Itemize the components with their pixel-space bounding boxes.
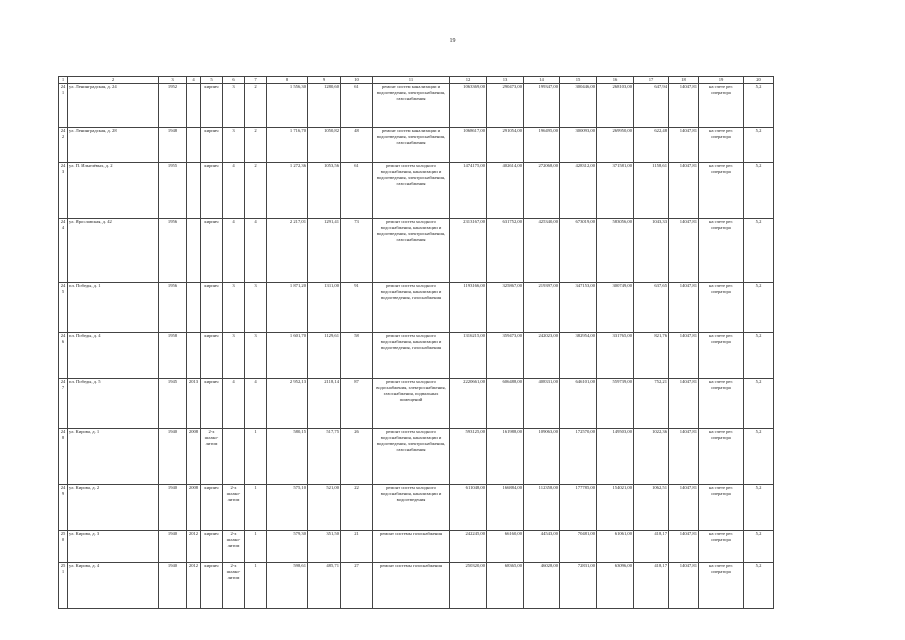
cell-cost-2: 402614,00 [487, 163, 524, 219]
cell-cost-total: 1474175,00 [450, 163, 487, 219]
cell-walls: кирпич [201, 563, 223, 609]
cell-cost-2: 166884,00 [487, 485, 524, 531]
cell-works: ремонт систем холодного водоснабжения, канализации и водоотведения [373, 485, 450, 531]
cell-area-total: 1 716,70 [267, 128, 308, 163]
table-row [59, 283, 774, 333]
cell-unit-cost: 1022,36 [634, 429, 669, 485]
cell-cost-5: 371581,00 [597, 163, 634, 219]
column-number-col-12: 12 [450, 77, 487, 84]
cell-cost-4: 72831,00 [560, 563, 597, 609]
table-row [59, 531, 774, 563]
cell-address: ул. Кирова, д. 2 [68, 485, 159, 531]
cell-num: 243 [59, 163, 68, 219]
cell-plan: 5,2 [744, 485, 774, 531]
cell-works: ремонт систем холодного водоснабжения, канализации и водоотведения, электроснабжения, газоснабжения [373, 219, 450, 283]
cell-year-built: 1948 [159, 128, 187, 163]
table-row [59, 485, 774, 531]
cell-fund-source: на счете рег. оператора [699, 531, 744, 563]
cell-year-built: 1952 [159, 84, 187, 128]
cell-fund-source: на счете рег. оператора [699, 379, 744, 429]
cell-cost-total: 242245,00 [450, 531, 487, 563]
cell-year-reconstr [187, 128, 201, 163]
cell-cost-5: 331765,00 [597, 333, 634, 379]
cell-cost-3: 46028,00 [524, 563, 560, 609]
cell-area-total: 575,10 [267, 485, 308, 531]
cell-cost-4: 70481,00 [560, 531, 597, 563]
cell-area-total: 1 556,30 [267, 84, 308, 128]
column-number-col-20: 20 [744, 77, 774, 84]
cell-cost-total: 1316215,00 [450, 333, 487, 379]
cell-residents: 61 [341, 84, 373, 128]
cell-limit-cost: 14047,81 [669, 84, 699, 128]
column-number-col-19: 19 [699, 77, 744, 84]
cell-area-living: 351,50 [308, 531, 341, 563]
cell-area-total: 1 601,70 [267, 333, 308, 379]
cell-area-living: 1129,61 [308, 333, 341, 379]
cell-year-reconstr [187, 283, 201, 333]
cell-works: ремонт системы газоснабжения [373, 563, 450, 609]
cell-limit-cost: 14047,81 [669, 219, 699, 283]
cell-works: ремонт систем холодного водоснабжения, канализации и водоотведения, газоснабжения [373, 283, 450, 333]
cell-plan: 5,2 [744, 84, 774, 128]
cell-year-reconstr [187, 163, 201, 219]
cell-cost-3: 196495,00 [524, 128, 560, 163]
cell-cost-5: 149503,00 [597, 429, 634, 485]
table-row [59, 379, 774, 429]
column-number-col-13: 13 [487, 77, 524, 84]
cell-cost-2: 68365,00 [487, 563, 524, 609]
cell-address: ул. Ленинградская, д. 28 [68, 128, 159, 163]
cell-works: ремонт систем холодного водоснабжения, канализации и водоотведения, газоснабжения [373, 333, 450, 379]
cell-plan: 5,2 [744, 128, 774, 163]
cell-num: 244 [59, 219, 68, 283]
cell-cost-total: 1068617,00 [450, 128, 487, 163]
cell-limit-cost: 14047,81 [669, 128, 699, 163]
cell-entrances: 2 [245, 84, 267, 128]
cell-unit-cost: 622,48 [634, 128, 669, 163]
cell-limit-cost: 14047,81 [669, 333, 699, 379]
table-row [59, 333, 774, 379]
cell-area-total: 2 217,01 [267, 219, 308, 283]
cell-cost-4: 673019,00 [560, 219, 597, 283]
cell-cost-4: 428312,00 [560, 163, 597, 219]
cell-entrances: 2 [245, 163, 267, 219]
cell-fund-source: на счете рег. оператора [699, 429, 744, 485]
cell-floors: 2-х шлако-литом [223, 485, 245, 531]
cell-plan: 5,2 [744, 379, 774, 429]
cell-cost-4: 382954,00 [560, 333, 597, 379]
cell-cost-2: 161988,00 [487, 429, 524, 485]
cell-address: ул. Ленинградская, д. 24 [68, 84, 159, 128]
cell-num: 249 [59, 485, 68, 531]
cell-num: 245 [59, 283, 68, 333]
table-row [59, 563, 774, 609]
cell-year-built: 1940 [159, 563, 187, 609]
cell-fund-source: на счете рег. оператора [699, 219, 744, 283]
cell-limit-cost: 14047,81 [669, 531, 699, 563]
cell-cost-3: 199347,00 [524, 84, 560, 128]
cell-area-living: 1053,56 [308, 163, 341, 219]
column-number-col-10: 10 [341, 77, 373, 84]
column-number-col-6: 6 [223, 77, 245, 84]
cell-year-reconstr [187, 219, 201, 283]
cell-area-living: 2118,14 [308, 379, 341, 429]
cell-num: 251 [59, 563, 68, 609]
cell-residents: 87 [341, 379, 373, 429]
cell-cost-4: 347153,00 [560, 283, 597, 333]
cell-unit-cost: 418,17 [634, 531, 669, 563]
cell-works: ремонт систем канализации и водоотведения, электроснабжения, газоснабжения [373, 84, 450, 128]
cell-area-total: 1 871,20 [267, 283, 308, 333]
cell-area-total: 580,15 [267, 429, 308, 485]
cell-floors: 3 [223, 84, 245, 128]
column-number-col-8: 8 [267, 77, 308, 84]
cell-entrances: 1 [245, 531, 267, 563]
cell-residents: 22 [341, 485, 373, 531]
cell-walls: кирпич [201, 219, 223, 283]
cell-cost-3: 425340,00 [524, 219, 560, 283]
column-number-col-9: 9 [308, 77, 341, 84]
table-row [59, 429, 774, 485]
cell-plan: 5,2 [744, 563, 774, 609]
cell-plan: 5,2 [744, 429, 774, 485]
column-number-col-14: 14 [524, 77, 560, 84]
cell-entrances: 2 [245, 128, 267, 163]
cell-cost-total: 1063369,00 [450, 84, 487, 128]
cell-area-total: 2 952,13 [267, 379, 308, 429]
cell-num: 248 [59, 429, 68, 485]
cell-cost-2: 290473,00 [487, 84, 524, 128]
cell-entrances: 1 [245, 429, 267, 485]
column-number-col-4: 4 [187, 77, 201, 84]
cell-area-total: 598,61 [267, 563, 308, 609]
cell-cost-5: 583056,00 [597, 219, 634, 283]
cell-fund-source: на счете рег. оператора [699, 84, 744, 128]
cell-unit-cost: 418,17 [634, 563, 669, 609]
cell-residents: 26 [341, 429, 373, 485]
cell-address: ул. Кирова, д. 1 [68, 429, 159, 485]
cell-cost-2: 606488,00 [487, 379, 524, 429]
cell-cost-5: 61061,00 [597, 531, 634, 563]
cell-cost-total: 593125,00 [450, 429, 487, 485]
column-number-col-5: 5 [201, 77, 223, 84]
cell-plan: 5,2 [744, 219, 774, 283]
cell-floors: 2-х шлако-литом [223, 563, 245, 609]
column-number-col-11: 11 [373, 77, 450, 84]
cell-fund-source: на счете рег. оператора [699, 485, 744, 531]
cell-cost-5: 559739,00 [597, 379, 634, 429]
column-number-col-15: 15 [560, 77, 597, 84]
cell-cost-5: 300749,00 [597, 283, 634, 333]
cell-year-reconstr: 2008 [187, 485, 201, 531]
cell-num: 242 [59, 128, 68, 163]
cell-plan: 5,2 [744, 333, 774, 379]
cell-fund-source: на счете рег. оператора [699, 128, 744, 163]
cell-cost-5: 63096,00 [597, 563, 634, 609]
cell-works: ремонт систем холодного водоснабжения, канализации и водоотведения, электроснабжения, газоснабжения [373, 429, 450, 485]
cell-limit-cost: 14047,81 [669, 163, 699, 219]
cell-walls: кирпич [201, 163, 223, 219]
cell-residents: 73 [341, 219, 373, 283]
cell-address: пл. Победы, д. 4 [68, 333, 159, 379]
page-number: 19 [449, 38, 456, 44]
cell-address: ул. П. Ильичёвых, д. 2 [68, 163, 159, 219]
cell-cost-total: 1193166,00 [450, 283, 487, 333]
cell-address: ул. Ярославская, д. 42 [68, 219, 159, 283]
cell-cost-2: 291054,00 [487, 128, 524, 163]
cell-unit-cost: 637,65 [634, 283, 669, 333]
column-number-col-17: 17 [634, 77, 669, 84]
cell-cost-4: 300093,00 [560, 128, 597, 163]
cell-address: пл. Победы, д. 1 [68, 283, 159, 333]
cell-year-reconstr: 2013 [187, 379, 201, 429]
cell-year-built: 1940 [159, 485, 187, 531]
cell-cost-3: 272068,00 [524, 163, 560, 219]
cell-residents: 48 [341, 128, 373, 163]
cell-cost-3: 219397,00 [524, 283, 560, 333]
cell-entrances: 4 [245, 219, 267, 283]
cell-address: пл. Победы, д. 5 [68, 379, 159, 429]
cell-works: ремонт системы газоснабжения [373, 531, 450, 563]
cell-limit-cost: 14047,81 [669, 429, 699, 485]
table-row [59, 163, 774, 219]
cell-limit-cost: 14047,81 [669, 563, 699, 609]
cell-walls: кирпич [201, 283, 223, 333]
capital-repair-register-table [58, 76, 774, 609]
cell-cost-total: 2313167,00 [450, 219, 487, 283]
cell-walls: кирпич [201, 84, 223, 128]
cell-area-total: 579,30 [267, 531, 308, 563]
cell-entrances: 3 [245, 283, 267, 333]
cell-fund-source: на счете рег. оператора [699, 563, 744, 609]
column-number-col-16: 16 [597, 77, 634, 84]
column-number-col-1: 1 [59, 77, 68, 84]
cell-plan: 5,2 [744, 163, 774, 219]
cell-cost-2: 325867,00 [487, 283, 524, 333]
cell-year-built: 1956 [159, 283, 187, 333]
cell-fund-source: на счете рег. оператора [699, 283, 744, 333]
cell-residents: 58 [341, 333, 373, 379]
cell-cost-3: 44543,00 [524, 531, 560, 563]
cell-unit-cost: 1043,33 [634, 219, 669, 283]
cell-cost-2: 631752,00 [487, 219, 524, 283]
cell-residents: 21 [341, 531, 373, 563]
column-number-col-7: 7 [245, 77, 267, 84]
cell-residents: 91 [341, 283, 373, 333]
cell-walls: кирпич [201, 333, 223, 379]
table-row [59, 219, 774, 283]
cell-unit-cost: 1158,61 [634, 163, 669, 219]
column-number-col-18: 18 [669, 77, 699, 84]
column-number-row [59, 77, 774, 84]
cell-year-built: 1940 [159, 531, 187, 563]
cell-walls: 2-х шлако-литом [201, 429, 223, 485]
cell-cost-2: 359473,00 [487, 333, 524, 379]
cell-floors: 2-х шлако-литом [223, 531, 245, 563]
cell-plan: 5,2 [744, 531, 774, 563]
cell-cost-5: 268103,00 [597, 84, 634, 128]
cell-limit-cost: 14047,81 [669, 485, 699, 531]
cell-limit-cost: 14047,81 [669, 379, 699, 429]
cell-address: ул. Кирова, д. 3 [68, 531, 159, 563]
table-row [59, 128, 774, 163]
cell-cost-5: 269950,00 [597, 128, 634, 163]
cell-cost-total: 611048,00 [450, 485, 487, 531]
cell-floors: 3 [223, 283, 245, 333]
cell-cost-3: 408331,00 [524, 379, 560, 429]
cell-unit-cost: 821,76 [634, 333, 669, 379]
cell-cost-4: 172570,00 [560, 429, 597, 485]
cell-fund-source: на счете рег. оператора [699, 333, 744, 379]
cell-num: 246 [59, 333, 68, 379]
cell-year-reconstr: 2012 [187, 531, 201, 563]
cell-year-reconstr: 2012 [187, 563, 201, 609]
cell-num: 241 [59, 84, 68, 128]
cell-works: ремонт систем холодного водоснабжения, электроснабжения, газоснабжения, подвальных помещений [373, 379, 450, 429]
cell-cost-3: 112358,00 [524, 485, 560, 531]
cell-residents: 27 [341, 563, 373, 609]
cell-floors: 4 [223, 163, 245, 219]
cell-area-living: 1291,41 [308, 219, 341, 283]
cell-year-built: 1940 [159, 429, 187, 485]
cell-works: ремонт систем канализации и водоотведения, электроснабжения, газоснабжения [373, 128, 450, 163]
cell-cost-4: 300446,00 [560, 84, 597, 128]
cell-plan: 5,2 [744, 283, 774, 333]
cell-unit-cost: 647,94 [634, 84, 669, 128]
cell-area-living: 517,75 [308, 429, 341, 485]
cell-cost-5: 154021,00 [597, 485, 634, 531]
cell-cost-4: 177785,00 [560, 485, 597, 531]
cell-year-built: 1958 [159, 333, 187, 379]
cell-floors: 4 [223, 219, 245, 283]
cell-cost-4: 646101,00 [560, 379, 597, 429]
cell-limit-cost: 14047,81 [669, 283, 699, 333]
cell-area-living: 1280,60 [308, 84, 341, 128]
cell-entrances: 1 [245, 485, 267, 531]
cell-area-living: 1311,00 [308, 283, 341, 333]
cell-cost-3: 242023,00 [524, 333, 560, 379]
column-number-col-3: 3 [159, 77, 187, 84]
cell-area-living: 485,71 [308, 563, 341, 609]
cell-floors: 4 [223, 379, 245, 429]
table-row [59, 84, 774, 128]
cell-walls: кирпич [201, 485, 223, 531]
cell-area-total: 1 272,36 [267, 163, 308, 219]
cell-address: ул. Кирова, д. 4 [68, 563, 159, 609]
cell-walls: кирпич [201, 531, 223, 563]
cell-year-reconstr: 2008 [187, 429, 201, 485]
cell-entrances: 4 [245, 379, 267, 429]
cell-year-built: 1945 [159, 379, 187, 429]
cell-walls: кирпич [201, 379, 223, 429]
cell-unit-cost: 752,21 [634, 379, 669, 429]
cell-walls: кирпич [201, 128, 223, 163]
cell-residents: 61 [341, 163, 373, 219]
cell-works: ремонт систем холодного водоснабжения, канализации и водоотведения, электроснабжения, газоснабжения [373, 163, 450, 219]
cell-floors: 3 [223, 128, 245, 163]
cell-year-reconstr [187, 84, 201, 128]
cell-cost-3: 109063,00 [524, 429, 560, 485]
cell-num: 250 [59, 531, 68, 563]
cell-unit-cost: 1062,51 [634, 485, 669, 531]
cell-floors [223, 429, 245, 485]
cell-year-built: 1956 [159, 219, 187, 283]
column-number-col-2: 2 [68, 77, 159, 84]
cell-num: 247 [59, 379, 68, 429]
cell-floors: 3 [223, 333, 245, 379]
cell-year-reconstr [187, 333, 201, 379]
cell-area-living: 521,00 [308, 485, 341, 531]
cell-area-living: 1050,82 [308, 128, 341, 163]
cell-cost-2: 66160,00 [487, 531, 524, 563]
cell-cost-total: 250320,00 [450, 563, 487, 609]
cell-fund-source: на счете рег. оператора [699, 163, 744, 219]
cell-cost-total: 2220661,00 [450, 379, 487, 429]
cell-entrances: 3 [245, 333, 267, 379]
cell-entrances: 1 [245, 563, 267, 609]
cell-year-built: 1955 [159, 163, 187, 219]
